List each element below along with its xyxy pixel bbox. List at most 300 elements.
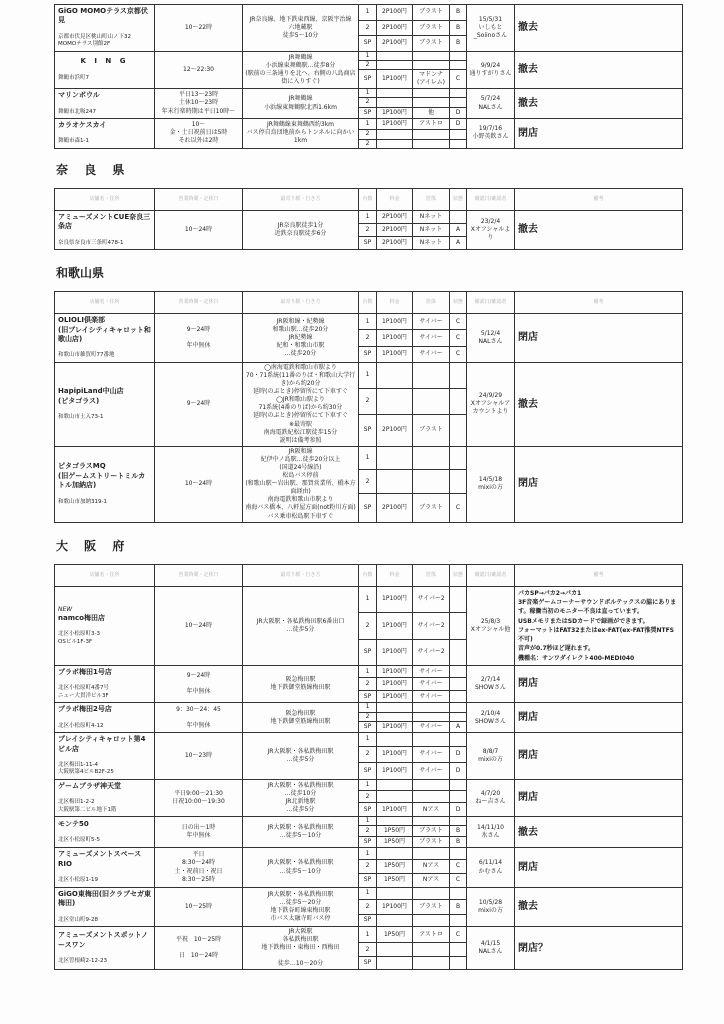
store-address: 和歌山市土入73-1 xyxy=(58,414,104,421)
machine-cabinet: サイバー xyxy=(413,690,450,702)
confirmed-cell: 9/9/24 通りすがりさん xyxy=(467,51,515,88)
store-name: マリンボウル xyxy=(58,91,100,100)
store-address: 舞鶴市浜町7 xyxy=(58,74,89,81)
store-name: OLIOLI倶楽部 (旧プレイシティキャロット和歌山店) xyxy=(58,316,151,343)
hours-cell: 10〜22時 xyxy=(155,5,243,52)
machine-price: 1P50円 xyxy=(377,873,413,887)
status-cell: 閉店 xyxy=(515,733,683,780)
machine-cabinet xyxy=(413,470,450,494)
machine-cabinet: アストロ xyxy=(413,118,450,129)
access-cell: JR大阪駅・各私鉄梅田駅 …徒歩5〜10分 xyxy=(243,817,359,848)
machine-cabinet xyxy=(413,139,450,148)
machine-number: 1 xyxy=(359,586,377,612)
confirmed-cell: 2/7/14 SHOWさん xyxy=(467,666,515,703)
machine-cabinet: Nネット xyxy=(413,223,450,236)
machine-number: 2 xyxy=(359,330,377,346)
machine-cabinet: サイバー xyxy=(413,763,450,780)
machine-state xyxy=(450,51,467,60)
machine-price xyxy=(377,817,413,826)
status-cell: 閉店 xyxy=(515,666,683,703)
column-header: 状態 xyxy=(450,292,467,314)
store-name: K I N G xyxy=(80,57,129,66)
machine-number: 1 xyxy=(359,446,377,470)
machine-cabinet xyxy=(413,362,450,388)
column-header: 料金 xyxy=(377,292,413,314)
access-cell: JR阪和線 紀伊中ノ島駅…徒歩20分以上 (国道24号線沿) 松島バス停前 (和歌山駅ー岩出駅、那賀営業所、橋本方面経由) 南海電鉄和歌山市駅より 南海バス橋本、八軒屋方面(not粉川方面) バス乗車松島駅下車すぐ xyxy=(243,446,359,522)
machine-price: 1P100円 xyxy=(377,107,413,118)
machine-price: 1P100円 xyxy=(377,613,413,639)
table-header-row xyxy=(55,564,683,586)
machine-state: B xyxy=(450,899,467,914)
machine-number: 1 xyxy=(359,848,377,859)
kyoto-table xyxy=(54,4,683,149)
confirmed-cell: 10/5/28 mixiの方 xyxy=(467,887,515,926)
table-row xyxy=(55,586,683,612)
machine-cabinet: Nネット xyxy=(413,237,450,250)
table-row xyxy=(55,779,683,791)
column-header: 備考 xyxy=(515,564,683,586)
machine-state xyxy=(450,446,467,470)
machine-number: 1 xyxy=(359,887,377,899)
machine-price xyxy=(377,470,413,494)
machine-price xyxy=(377,887,413,899)
store-address: 北区小松原町4番7号 ニュー大貫洋ビル3F xyxy=(58,685,109,699)
machine-price: 1P100円 xyxy=(377,803,413,817)
machine-state xyxy=(450,887,467,899)
machine-number: SP xyxy=(359,237,377,250)
column-header: 料金 xyxy=(377,564,413,586)
machine-price: 2P100円 xyxy=(377,223,413,236)
access-cell: JR大阪駅・各私鉄梅田駅 …徒歩5〜10分 xyxy=(243,848,359,887)
store-name: ピタゴラスMQ (旧ゲームストリートミルカトル加納店) xyxy=(58,462,146,490)
machine-number: 2 xyxy=(359,791,377,803)
status-cell: 閉店 xyxy=(515,779,683,816)
store-address: 北区小松原町3-3 OSビル1F-3F xyxy=(58,631,100,645)
machine-price xyxy=(377,703,413,712)
machine-price: 1P100円 xyxy=(377,346,413,362)
status-cell: 撤去 xyxy=(515,362,683,446)
machine-state: C xyxy=(450,314,467,330)
machine-state: C xyxy=(450,873,467,887)
machine-state: B xyxy=(450,837,467,848)
store-name-cell xyxy=(55,5,155,52)
store-name-cell xyxy=(55,779,155,816)
confirmed-cell: 15/5/31 いしもと_Soiinoさん xyxy=(467,5,515,52)
machine-state: C xyxy=(450,69,467,88)
machine-number: 1 xyxy=(359,779,377,791)
machine-state xyxy=(450,848,467,859)
machine-cabinet xyxy=(413,848,450,859)
machine-cabinet: サイバー xyxy=(413,346,450,362)
prefecture-title: 大 阪 府 xyxy=(56,538,131,553)
store-name: GiGO東梅田(旧クラブセガ東梅田) xyxy=(58,889,151,908)
machine-state xyxy=(450,712,467,721)
machine-price: 2P100円 xyxy=(377,5,413,21)
machine-price xyxy=(377,712,413,721)
hours-cell: 日の出〜1時 年中無休 xyxy=(155,817,243,848)
store-address: 和歌山市加納319-1 xyxy=(58,498,107,505)
machine-number: 2 xyxy=(359,943,377,956)
machine-price xyxy=(377,98,413,107)
status-cell: 閉店 xyxy=(515,703,683,733)
machine-cabinet: ブラスト xyxy=(413,493,450,522)
machine-number: 2 xyxy=(359,223,377,236)
table-row xyxy=(55,210,683,223)
store-name: プレイシティキャロット第4ビル店 xyxy=(58,735,146,753)
machine-cabinet: サイバー2 xyxy=(413,613,450,639)
store-address: 北区小松原町5-5 xyxy=(58,837,100,844)
machine-price: 1P100円 xyxy=(377,746,413,763)
machine-state: A xyxy=(450,223,467,236)
machine-cabinet: Nアス xyxy=(413,803,450,817)
store-name-cell xyxy=(55,314,155,363)
machine-number: SP xyxy=(359,36,377,52)
machine-number: SP xyxy=(359,721,377,732)
column-header: 備考 xyxy=(515,292,683,314)
hours-cell: 平日9:00〜21:30 日祝10:00〜19:30 xyxy=(155,779,243,816)
access-cell: JR大阪駅・各私鉄梅田駅 …徒歩10分 JR北新地駅 …徒歩5分 xyxy=(243,779,359,816)
machine-state xyxy=(450,388,467,414)
machine-state xyxy=(450,956,467,970)
confirmed-cell: 5/7/24 NALさん xyxy=(467,89,515,119)
store-address: 舞鶴市北吸247 xyxy=(58,108,96,115)
machine-cabinet: サイバー xyxy=(413,721,450,732)
machine-state xyxy=(450,779,467,791)
status-cell: 撤去 xyxy=(515,210,683,249)
store-table xyxy=(54,188,683,250)
machine-number: SP xyxy=(359,639,377,665)
status-cell: 閉店 xyxy=(515,446,683,522)
machine-cabinet xyxy=(413,914,450,926)
hours-cell: 9〜24時 年中無休 xyxy=(155,666,243,703)
machine-price xyxy=(377,139,413,148)
machine-price: 2P100円 xyxy=(377,493,413,522)
machine-cabinet xyxy=(413,943,450,956)
store-name-cell xyxy=(55,118,155,148)
store-address: 北区小松原町4-12 xyxy=(58,722,104,729)
hours-cell: 12〜22:30 xyxy=(155,51,243,88)
machine-state xyxy=(450,678,467,690)
machine-price: 1P100円 xyxy=(377,586,413,612)
machine-number: 2 xyxy=(359,859,377,873)
machine-cabinet xyxy=(413,956,450,970)
machine-price: 1P50円 xyxy=(377,837,413,848)
machine-cabinet xyxy=(413,51,450,60)
store-address: 北区梅田1-11-4 大阪駅第4ビルB2F-25 xyxy=(58,762,114,776)
machine-state: D xyxy=(450,118,467,129)
store-name-cell xyxy=(55,848,155,887)
table-row xyxy=(55,314,683,330)
machine-cabinet: ブラスト xyxy=(413,20,450,36)
store-name: アミューズメントCUE奈良三条店 xyxy=(58,212,151,231)
column-header: 最寄り駅・行き方 xyxy=(243,188,359,210)
machine-price xyxy=(377,388,413,414)
access-cell: JR阪和線・紀勢線 和歌山駅…徒歩20分 JR紀勢線 紀和・和歌山市駅 …徒歩20分 xyxy=(243,314,359,363)
machine-state xyxy=(450,733,467,747)
confirmed-cell: 23/2/4 Xオフシャルより xyxy=(467,210,515,249)
machine-cabinet xyxy=(413,98,450,107)
machine-cabinet xyxy=(413,703,450,712)
machine-number: SP xyxy=(359,690,377,702)
machine-cabinet: Nネット xyxy=(413,210,450,223)
confirmed-cell: 14/5/18 mixiの方 xyxy=(467,446,515,522)
machine-price: 1P100円 xyxy=(377,721,413,732)
column-header: 筐体 xyxy=(413,292,450,314)
machine-number: 1 xyxy=(359,703,377,712)
store-name: HapipiLand中山店 (ピタゴラス) xyxy=(58,387,124,405)
table-row xyxy=(55,733,683,747)
hours-cell: 9〜24時 年中無休 xyxy=(155,314,243,363)
store-address: 舞鶴市森1-1 xyxy=(58,138,89,145)
note-cell: パカSP→パカ2→パカ1 3F音楽ゲームコーナーサウンドボルテックスの脇にあります。稼働当初のモニター不良は直っています。 USBメモリまたはSDカードで録画ができます。 フォーマットはFAT32またはex-FAT(ex-FAT推奨NTFS不可) 音声が0.7秒ほど遅れます。 機種名：サンワダイレクト400-MEDI040 xyxy=(515,586,683,665)
machine-price: 1P100円 xyxy=(377,899,413,914)
machine-cabinet xyxy=(413,388,450,414)
machine-price: 1P50円 xyxy=(377,927,413,943)
status-cell: 閉店 xyxy=(515,314,683,363)
machine-number: 2 xyxy=(359,826,377,837)
store-name: ゲームプラザ神天堂 xyxy=(58,781,121,790)
access-cell: JR大阪駅・各私鉄梅田駅 …徒歩5分 xyxy=(243,733,359,780)
machine-price: 2P100円 xyxy=(377,210,413,223)
machine-cabinet xyxy=(413,887,450,899)
machine-state: C xyxy=(450,346,467,362)
store-name: GiGO MOMOテラス京都伏見 xyxy=(58,7,148,25)
access-cell: JR舞鶴線 小浜線東舞鶴駅北西1.6km xyxy=(243,89,359,119)
machine-state xyxy=(450,639,467,665)
column-header: 筐体 xyxy=(413,564,450,586)
column-header: 筐体 xyxy=(413,188,450,210)
machine-state xyxy=(450,703,467,712)
store-name-cell xyxy=(55,210,155,249)
column-header: 営業時間・定休日 xyxy=(155,188,243,210)
machine-state xyxy=(450,60,467,69)
machine-price xyxy=(377,791,413,803)
table-row xyxy=(55,848,683,859)
machine-number: SP xyxy=(359,493,377,522)
machine-cabinet xyxy=(413,60,450,69)
machine-state: B xyxy=(450,20,467,36)
confirmed-cell: 4/7/20 ねー吉さん xyxy=(467,779,515,816)
store-name-cell xyxy=(55,666,155,703)
confirmed-cell: 8/8/7 mixiの方 xyxy=(467,733,515,780)
store-name: namco梅田店 xyxy=(58,613,105,622)
machine-cabinet: Nアス xyxy=(413,859,450,873)
machine-state: C xyxy=(450,927,467,943)
column-header: 店舗名・住所 xyxy=(55,564,155,586)
access-cell: JR大阪駅・各私鉄梅田駅 …徒歩5〜20分 地下鉄谷町線東梅田駅 市バス太融寺町バス停 xyxy=(243,887,359,926)
machine-number: 1 xyxy=(359,733,377,747)
machine-price xyxy=(377,956,413,970)
confirmed-cell: 6/11/14 かむさん xyxy=(467,848,515,887)
confirmed-cell: 24/9/29 Xオフシャルアカウントより xyxy=(467,362,515,446)
machine-price xyxy=(377,89,413,98)
hours-cell: 10〜25時 xyxy=(155,887,243,926)
access-cell: JR大阪駅・各私鉄梅田駅6番出口 …徒歩5分 xyxy=(243,586,359,665)
machine-cabinet: マドンナ (アイレム) xyxy=(413,69,450,88)
store-name-cell xyxy=(55,703,155,733)
machine-state: C xyxy=(450,859,467,873)
machine-cabinet: サイバー xyxy=(413,746,450,763)
machine-state xyxy=(450,139,467,148)
machine-state xyxy=(450,914,467,926)
machine-state xyxy=(450,791,467,803)
machine-state: B xyxy=(450,826,467,837)
machine-cabinet: 他 xyxy=(413,107,450,118)
store-table xyxy=(54,291,683,523)
store-table xyxy=(54,564,683,971)
machine-state xyxy=(450,210,467,223)
column-header: 台数 xyxy=(359,564,377,586)
machine-state xyxy=(450,470,467,494)
machine-number: 1 xyxy=(359,51,377,60)
kyoto-table-wrap xyxy=(54,4,682,149)
access-cell: JR舞鶴線東舞鶴西約3km バス停自鳥団地前からトンネルに向かい1km xyxy=(243,118,359,148)
machine-number: SP xyxy=(359,107,377,118)
machine-number: 2 xyxy=(359,139,377,148)
store-name-cell xyxy=(55,446,155,522)
machine-cabinet: ブラスト xyxy=(413,837,450,848)
arcade-list-page xyxy=(54,0,682,970)
machine-number: SP xyxy=(359,69,377,88)
hours-cell: 10〜23時 xyxy=(155,733,243,780)
hours-cell: 平日 8:30〜24時 土・祝前日・祝日 8:30〜25時 xyxy=(155,848,243,887)
table-row xyxy=(55,51,683,60)
new-badge: NEW xyxy=(58,605,73,613)
confirmed-cell: 14/11/10 氷さん xyxy=(467,817,515,848)
machine-price: 1P100円 xyxy=(377,690,413,702)
machine-state: D xyxy=(450,803,467,817)
table-row xyxy=(55,887,683,899)
machine-number: 1 xyxy=(359,5,377,21)
table-row xyxy=(55,703,683,712)
table-row xyxy=(55,927,683,943)
machine-cabinet: サイバー xyxy=(413,678,450,690)
column-header: 最寄り駅・行き方 xyxy=(243,292,359,314)
column-header: 確認日/確認者 xyxy=(467,292,515,314)
table-row xyxy=(55,817,683,826)
hours-cell: 10〜 金・土日祝前日は5時 それ以外は2時 xyxy=(155,118,243,148)
machine-cabinet: サイバー xyxy=(413,330,450,346)
machine-number: 1 xyxy=(359,118,377,129)
machine-number: SP xyxy=(359,803,377,817)
machine-number: 2 xyxy=(359,746,377,763)
hours-cell: 平祝 10〜25時 日 10〜24時 xyxy=(155,927,243,970)
store-name-cell xyxy=(55,733,155,780)
prefecture-title: 奈 良 県 xyxy=(56,162,131,177)
confirmed-cell: 19/7/16 小野英飲さん xyxy=(467,118,515,148)
column-header: 台数 xyxy=(359,292,377,314)
machine-price xyxy=(377,60,413,69)
machine-state xyxy=(450,817,467,826)
machine-number: 2 xyxy=(359,678,377,690)
column-header: 最寄り駅・行き方 xyxy=(243,564,359,586)
store-name: アミューズメントスポットノースワン xyxy=(58,931,149,949)
machine-number: 1 xyxy=(359,210,377,223)
store-address: 奈良県奈良市三条町478-1 xyxy=(58,239,124,246)
table-row xyxy=(55,89,683,98)
store-name-cell xyxy=(55,927,155,970)
machine-price: 1P100円 xyxy=(377,69,413,88)
store-address: 北区梅田1-2-2 大阪駅第二ビル地下1階 xyxy=(58,799,117,813)
column-header: 店舗名・住所 xyxy=(55,188,155,210)
machine-state: C xyxy=(450,330,467,346)
machine-price: 1P100円 xyxy=(377,666,413,678)
machine-cabinet xyxy=(413,712,450,721)
machine-state xyxy=(450,414,467,446)
table-header-row xyxy=(55,292,683,314)
machine-number: 1 xyxy=(359,666,377,678)
hours-cell: 9〜24時 xyxy=(155,362,243,446)
table-row xyxy=(55,446,683,470)
machine-price: 1P100円 xyxy=(377,118,413,129)
prefecture-sections xyxy=(54,161,682,971)
store-name: プラボ梅田2号店 xyxy=(58,705,112,714)
machine-number: SP xyxy=(359,414,377,446)
machine-state: B xyxy=(450,5,467,21)
machine-cabinet: ブラスト xyxy=(413,414,450,446)
status-cell: 撤去 xyxy=(515,89,683,119)
machine-state xyxy=(450,613,467,639)
store-name: プラボ梅田1号店 xyxy=(58,668,112,676)
machine-cabinet xyxy=(413,89,450,98)
machine-state xyxy=(450,89,467,98)
store-name-cell xyxy=(55,586,155,665)
table-row xyxy=(55,666,683,678)
access-cell: 阪急梅田駅 地下鉄御堂筋線梅田駅 xyxy=(243,703,359,733)
machine-state: D xyxy=(450,746,467,763)
store-name-cell xyxy=(55,817,155,848)
access-cell: JR舞鶴線 小浜線東舞鶴駅…徒歩8分 (駅前の三条通りを北へ、右側の八島商店街に入りすぐ) xyxy=(243,51,359,88)
machine-price: 2P100円 xyxy=(377,237,413,250)
store-name-cell xyxy=(55,362,155,446)
store-address: 北区曽根崎2-12-23 xyxy=(58,957,107,964)
hours-cell: 10〜24時 xyxy=(155,586,243,665)
machine-state: D xyxy=(450,107,467,118)
machine-price xyxy=(377,446,413,470)
column-header: 確認日/確認者 xyxy=(467,188,515,210)
machine-number: 2 xyxy=(359,60,377,69)
store-address: 北区小松原1-19 xyxy=(58,877,98,884)
machine-price: 1P100円 xyxy=(377,314,413,330)
column-header: 状態 xyxy=(450,564,467,586)
machine-number: 1 xyxy=(359,89,377,98)
machine-number: 2 xyxy=(359,470,377,494)
prefecture-title: 和歌山県 xyxy=(56,266,105,281)
machine-price: 1P50円 xyxy=(377,826,413,837)
machine-cabinet: サイバー xyxy=(413,666,450,678)
access-cell: ◯南海電鉄和歌山市駅より 70・71系統(11番のりば・和歌山大学行き)から約20分 延時(のぶとき)停留所にて下車すぐ ◯JR和歌山駅より 71系統(4番のりば)から約30分 延時(のぶとき)停留所にて下車すぐ ※最寄駅 南海電鉄紀松江駅徒歩15分 説明は備考参照 xyxy=(243,362,359,446)
column-header: 確認日/確認者 xyxy=(467,564,515,586)
confirmed-cell: 25/8/3 Xオフシャル他 xyxy=(467,586,515,665)
machine-number: 1 xyxy=(359,817,377,826)
store-name: モンテ50 xyxy=(58,819,89,828)
machine-number: 2 xyxy=(359,712,377,721)
access-cell: JR大阪駅 各私鉄梅田駅 地下鉄梅田・東梅田・西梅田 徒歩…10〜20分 xyxy=(243,927,359,970)
machine-cabinet xyxy=(413,817,450,826)
machine-cabinet: サイバー2 xyxy=(413,639,450,665)
column-header: 状態 xyxy=(450,188,467,210)
machine-number: SP xyxy=(359,873,377,887)
machine-cabinet: サイバー xyxy=(413,314,450,330)
machine-number: 1 xyxy=(359,314,377,330)
machine-price xyxy=(377,51,413,60)
machine-price xyxy=(377,914,413,926)
status-cell: 撤去 xyxy=(515,817,683,848)
store-address: 京都市伏見区桃山町山ノ下32 MOMOテラス別館2F xyxy=(58,33,131,48)
machine-cabinet: サイバー2 xyxy=(413,586,450,612)
machine-cabinet: ブラスト xyxy=(413,36,450,52)
hours-cell: 10〜24時 xyxy=(155,210,243,249)
